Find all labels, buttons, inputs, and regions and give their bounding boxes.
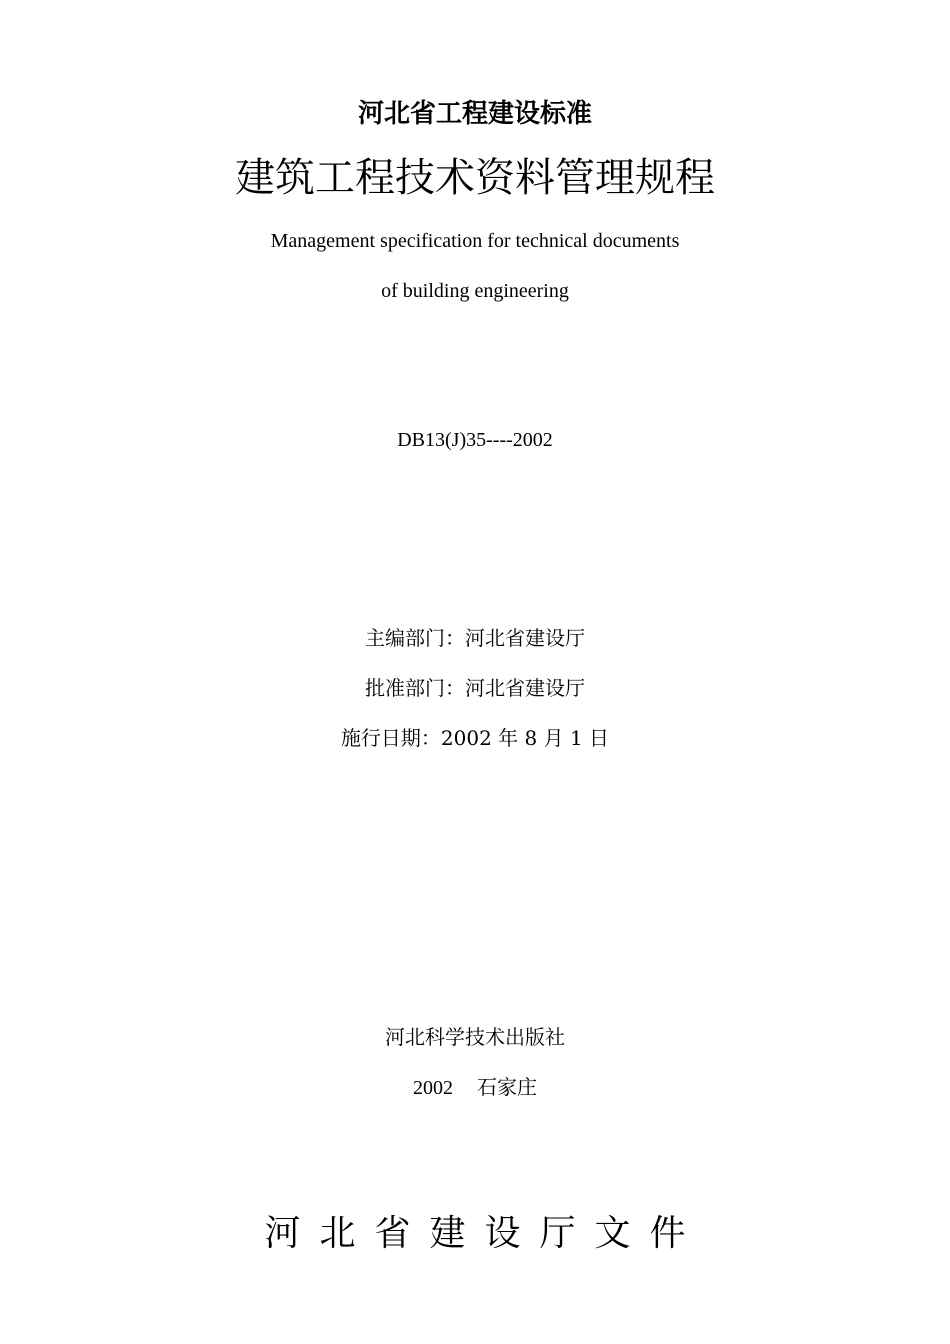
effective-date: 施行日期：2002 年 8 月 1 日 <box>340 726 610 750</box>
english-title-line-1: Management specification for technical documents <box>270 230 680 252</box>
publication-city: 石家庄 <box>477 1075 537 1099</box>
publication-line <box>0 1077 950 1098</box>
series-title: 河北省工程建设标准 <box>357 99 592 129</box>
standard-code: DB13(J)35----2002 <box>397 429 553 451</box>
publisher: 河北科学技术出版社 <box>385 1025 565 1049</box>
document-title: 建筑工程技术资料管理规程 <box>235 155 715 201</box>
approval-department: 批准部门：河北省建设厅 <box>365 676 585 700</box>
editor-department: 主编部门：河北省建设厅 <box>365 626 585 650</box>
english-title-line-2: of building engineering <box>381 280 569 302</box>
issuer-document-heading: 河北省建设厅文件 <box>264 1213 705 1254</box>
publication-year: 2002 <box>413 1077 453 1099</box>
